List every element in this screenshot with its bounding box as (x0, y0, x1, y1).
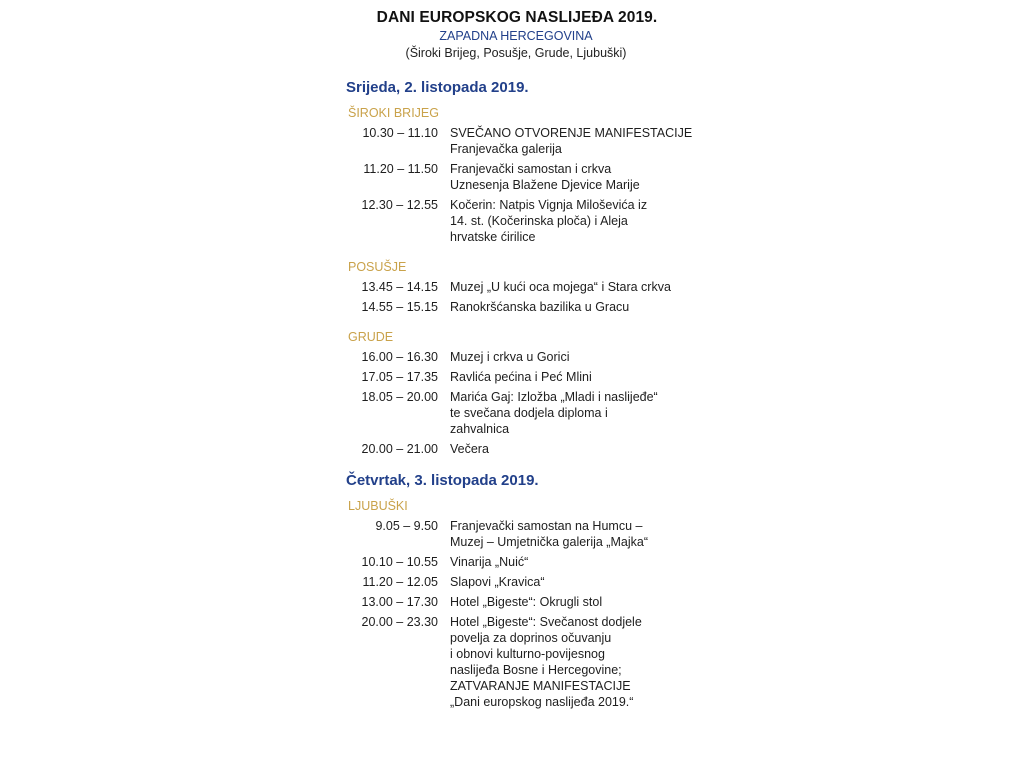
event-time: 17.05 – 17.35 (361, 370, 438, 384)
document-title: DANI EUROPSKOG NASLIJEĐA 2019. (376, 9, 658, 26)
event-row (340, 389, 692, 437)
event-line: ZATVARANJE MANIFESTACIJE (450, 679, 631, 693)
region-subtitle: ZAPADNA HERCEGOVINA (439, 29, 593, 43)
event-time: 11.20 – 12.05 (362, 575, 438, 589)
event-line: „Dani europskog naslijeđa 2019.“ (450, 695, 634, 709)
event-line: Večera (450, 442, 489, 456)
event-row (340, 299, 692, 315)
event-line: Franjevački samostan na Humcu – (450, 519, 643, 533)
event-line: Uznesenja Blažene Djevice Marije (450, 178, 640, 192)
event-description (450, 349, 692, 365)
event-row (340, 614, 692, 710)
day-heading: Srijeda, 2. listopada 2019. (346, 79, 529, 96)
event-row (340, 197, 692, 245)
location-events (340, 125, 692, 245)
event-line: Franjevački samostan i crkva (450, 162, 612, 176)
day-heading: Četvrtak, 3. listopada 2019. (346, 472, 539, 489)
event-line: te svečana dodjela diploma i (450, 406, 608, 420)
event-line: zahvalnica (450, 422, 510, 436)
event-description (450, 197, 692, 245)
location-events (340, 518, 692, 710)
event-time: 12.30 – 12.55 (361, 198, 438, 212)
event-line: 14. st. (Kočerinska ploča) i Aleja (450, 214, 628, 228)
event-line: Muzej i crkva u Gorici (450, 350, 570, 364)
event-description (450, 441, 692, 457)
event-line: Hotel „Bigeste“: Svečanost dodjele (450, 615, 642, 629)
event-row (340, 349, 692, 365)
event-time: 13.00 – 17.30 (361, 595, 438, 609)
event-time: 16.00 – 16.30 (361, 350, 438, 364)
event-line: Kočerin: Natpis Vignja Miloševića iz (450, 198, 648, 212)
event-row (340, 554, 692, 570)
program-document (340, 8, 692, 710)
event-line: Muzej „U kući oca mojega“ i Stara crkva (450, 280, 671, 294)
location-events (340, 279, 692, 315)
event-time: 10.30 – 11.10 (362, 126, 438, 140)
event-time: 10.10 – 10.55 (361, 555, 438, 569)
event-line: Vinarija „Nuić“ (450, 555, 529, 569)
event-line: Franjevačka galerija (450, 142, 562, 156)
event-description (450, 518, 692, 550)
event-row (340, 441, 692, 457)
event-description (450, 574, 692, 590)
event-line: Ranokršćanska bazilika u Gracu (450, 300, 630, 314)
event-time: 11.20 – 11.50 (363, 162, 438, 176)
event-time: 9.05 – 9.50 (375, 519, 438, 533)
event-row (340, 161, 692, 193)
event-description (450, 554, 692, 570)
event-row (340, 574, 692, 590)
event-description (450, 369, 692, 385)
event-description (450, 389, 692, 437)
event-line: naslijeđa Bosne i Hercegovine; (450, 663, 622, 677)
event-time: 14.55 – 15.15 (361, 300, 438, 314)
event-line: i obnovi kulturno-povijesnog (450, 647, 605, 661)
event-description (450, 614, 692, 710)
event-time: 13.45 – 14.15 (361, 280, 438, 294)
event-line: Ravlića pećina i Peć Mlini (450, 370, 592, 384)
location-heading: ŠIROKI BRIJEG (348, 106, 439, 120)
event-description (450, 161, 692, 193)
location-heading: GRUDE (348, 330, 394, 344)
event-description (450, 594, 692, 610)
event-row (340, 594, 692, 610)
location-events (340, 349, 692, 457)
event-line: Hotel „Bigeste“: Okrugli stol (450, 595, 603, 609)
event-row (340, 125, 692, 157)
event-time: 20.00 – 23.30 (361, 615, 438, 629)
event-time: 18.05 – 20.00 (361, 390, 438, 404)
event-line: Marića Gaj: Izložba „Mladi i naslijeđe“ (450, 390, 658, 404)
towns-list: (Široki Brijeg, Posušje, Grude, Ljubuški) (405, 46, 627, 60)
location-heading: LJUBUŠKI (348, 499, 408, 513)
event-line: Muzej – Umjetnička galerija „Majka“ (450, 535, 648, 549)
event-row (340, 518, 692, 550)
location-heading: POSUŠJE (348, 260, 407, 274)
event-row (340, 279, 692, 295)
event-description (450, 279, 692, 295)
event-line: SVEČANO OTVORENJE MANIFESTACIJE (450, 126, 693, 140)
event-description (450, 299, 692, 315)
event-line: Slapovi „Kravica“ (450, 575, 545, 589)
event-line: hrvatske ćirilice (450, 230, 536, 244)
event-row (340, 369, 692, 385)
event-time: 20.00 – 21.00 (361, 442, 438, 456)
event-description (450, 125, 692, 157)
event-line: povelja za doprinos očuvanju (450, 631, 612, 645)
